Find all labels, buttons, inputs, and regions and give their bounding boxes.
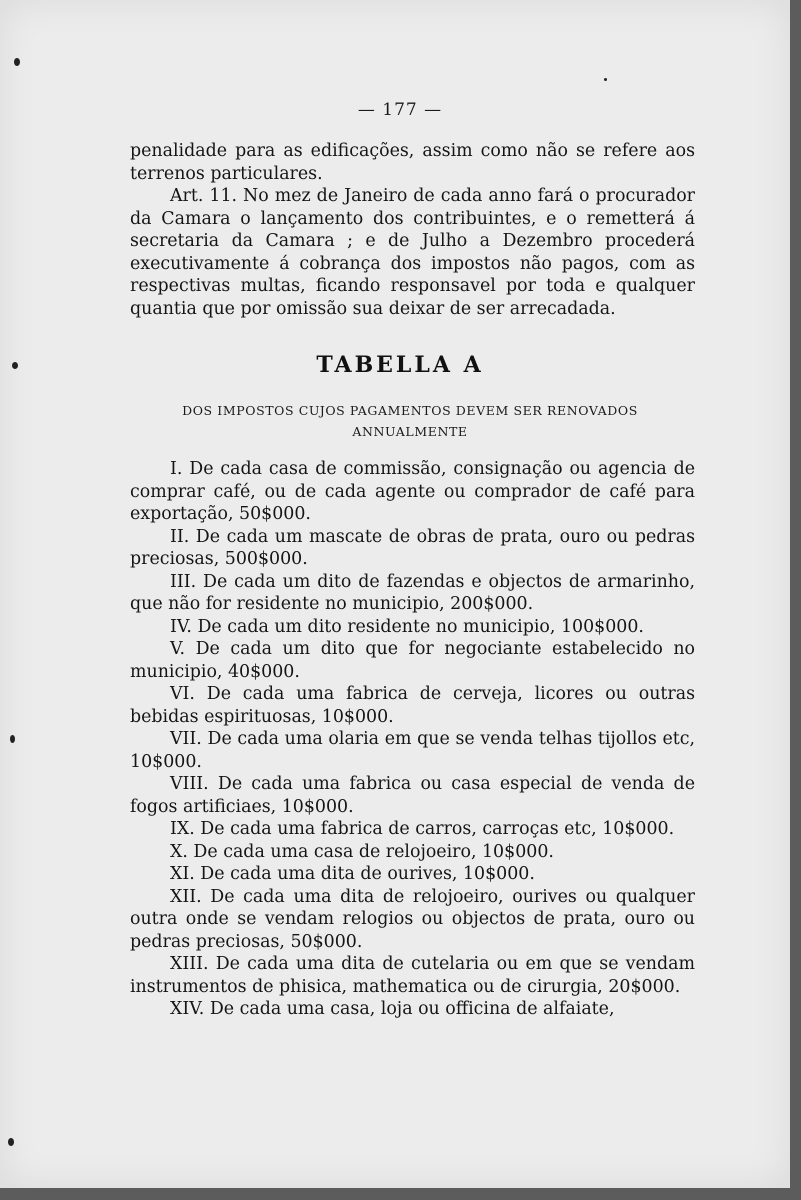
- list-item: VII. De cada uma olaria em que se venda telhas tijollos etc, 10$000.: [130, 729, 695, 772]
- list-item: XIII. De cada uma dita de cutelaria ou em que se vendam instrumentos de phisica, mathematica ou de cirurgia, 20$000.: [130, 954, 695, 997]
- list-item: IV. De cada um dito residente no municipio, 100$000.: [170, 616, 644, 637]
- list-item: XI. De cada uma dita de ourives, 10$000.: [170, 864, 535, 884]
- list-item: X. De cada uma casa de relojoeiro, 10$000.: [170, 841, 554, 862]
- scan-border-right: [790, 0, 801, 1200]
- page-number: — 177 —: [357, 100, 443, 120]
- list-item: VIII. De cada uma fabrica ou casa especial de venda de fogos artificiaes, 10$000.: [130, 774, 695, 817]
- table-subtitle: DOS IMPOSTOS CUJOS PAGAMENTOS DEVEM SER RENOVADOS ANNUALMENTE: [182, 403, 638, 439]
- tax-items-list: [130, 458, 695, 1021]
- scan-speck: [604, 78, 607, 81]
- scan-speck: [10, 735, 15, 743]
- intro-text: [130, 140, 695, 320]
- scan-speck: [12, 362, 18, 369]
- list-item: II. De cada um mascate de obras de prata, ouro ou pedras preciosas, 500$000.: [130, 526, 695, 569]
- list-item: III. De cada um dito de fazendas e objectos de armarinho, que não for residente no municipio, 200$000.: [130, 571, 695, 614]
- list-item: IX. De cada uma fabrica de carros, carroças etc, 10$000.: [170, 819, 675, 839]
- list-item: XIV. De cada uma casa, loja ou officina de alfaiate,: [170, 999, 615, 1019]
- table-title: TABELLA A: [316, 352, 484, 378]
- list-item: I. De cada casa de commissão, consignação ou agencia de comprar café, ou de cada agente ou comprador de café para exportação, 50$000.: [130, 459, 695, 524]
- paragraph: Art. 11. No mez de Janeiro de cada anno fará o procurador da Camara o lançamento dos contribuintes, e o remetterá á secretaria da Camara ; e de Julho a Dezembro procederá executivamente á cobrança dos impostos não pagos, com as respectivas multas, ficando responsavel por toda e qualquer quantia que por omissão sua deixar de ser arrecadada.: [130, 186, 695, 319]
- scan-speck: [8, 1138, 14, 1146]
- list-item: VI. De cada uma fabrica de cerveja, licores ou outras bebidas espirituosas, 10$000.: [130, 684, 695, 727]
- list-item: V. De cada um dito que for negociante estabelecido no municipio, 40$000.: [130, 639, 695, 682]
- scan-speck: [14, 58, 20, 66]
- list-item: XII. De cada uma dita de relojoeiro, ourives ou qualquer outra onde se vendam relogios ou objectos de prata, ouro ou pedras preciosas, 50$000.: [130, 886, 695, 952]
- paragraph: penalidade para as edificações, assim como não se refere aos terrenos particulares.: [130, 141, 695, 184]
- scan-border-bottom: [0, 1188, 801, 1200]
